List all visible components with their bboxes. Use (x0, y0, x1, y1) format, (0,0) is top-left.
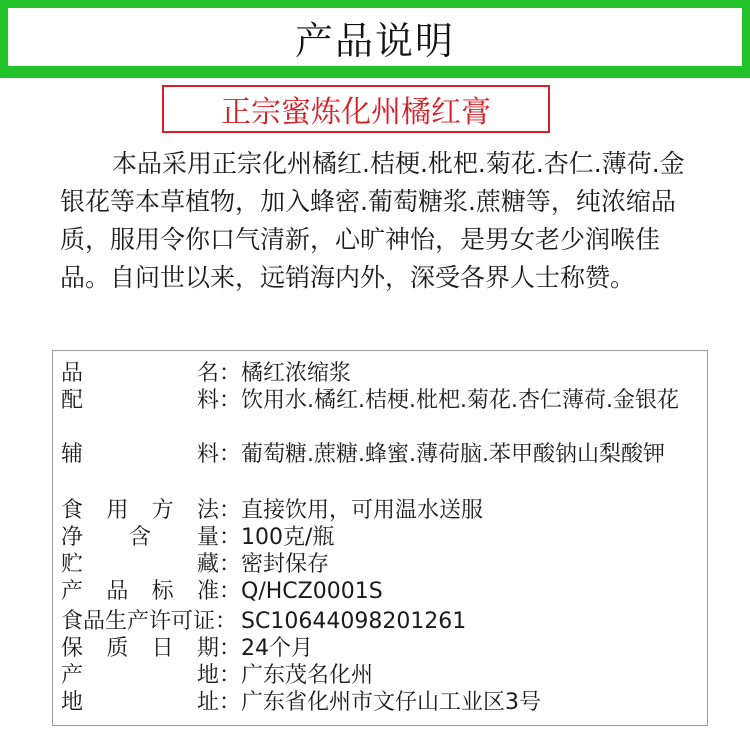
spec-label-char: 法： (196, 498, 241, 523)
spec-row-shelf-life (61, 635, 701, 662)
spec-value: 24个月 (241, 636, 313, 661)
spec-label-char: 期： (196, 636, 241, 661)
spec-row-origin (61, 662, 701, 689)
product-name-box (162, 85, 550, 133)
spec-label-char: 品 (61, 361, 84, 386)
spec-label-char: 址： (196, 690, 241, 715)
spec-label (61, 551, 241, 578)
spec-label (61, 360, 241, 387)
spec-row-standard (61, 578, 701, 605)
spec-row-name (61, 360, 701, 387)
spec-row-usage (61, 497, 701, 524)
spec-row-ingredients (61, 387, 701, 414)
spec-label-char: 配 (61, 388, 84, 413)
spec-label-char: 方 (151, 498, 174, 523)
spec-label-char: 产 (61, 663, 84, 688)
spec-value: 直接饮用，可用温水送服 (241, 498, 484, 523)
spec-row-storage (61, 551, 701, 578)
spec-label-char: 料： (196, 442, 241, 467)
spec-label-char: 用 (106, 498, 129, 523)
spec-label-char: 品 (106, 579, 129, 604)
spec-row-license (61, 608, 701, 635)
spec-label (61, 497, 241, 524)
spec-label-char: 贮 (61, 552, 84, 577)
spec-value: 葡萄糖.蔗糖.蜂蜜.薄荷脑.苯甲酸钠山梨酸钾 (241, 442, 665, 467)
spec-label (61, 689, 241, 716)
spec-label-char: 藏： (196, 552, 241, 577)
spec-label (61, 608, 237, 635)
spec-label (61, 635, 241, 662)
spec-value: 饮用水.橘红.桔梗.枇杷.菊花.杏仁薄荷.金银花 (241, 388, 679, 413)
spec-label-char: 食 (61, 498, 84, 523)
spec-label-char: 保 (61, 636, 84, 661)
spec-label-char: 准： (196, 579, 241, 604)
spec-label-char: 名： (196, 361, 241, 386)
spec-label (61, 387, 241, 414)
spec-value: 广东省化州市文仔山工业区3号 (241, 690, 541, 715)
product-name: 正宗蜜炼化州橘红膏 (221, 95, 491, 130)
spec-row-auxiliary (61, 441, 701, 468)
spec-table (52, 350, 708, 726)
spec-value: 100克/瓶 (241, 525, 335, 550)
spec-label-char: 含 (128, 525, 151, 550)
spec-label-char: 地 (61, 690, 84, 715)
spec-label-char: 地： (196, 663, 241, 688)
spec-value: 橘红浓缩浆 (241, 361, 352, 386)
spec-label-char: 质 (106, 636, 129, 661)
spec-label-char: 产 (61, 579, 84, 604)
spec-label-char: 日 (151, 636, 174, 661)
spec-label-char: 量： (196, 525, 241, 550)
spec-label (61, 524, 241, 551)
spec-label-char: 净 (61, 525, 84, 550)
spec-value: 广东茂名化州 (241, 663, 374, 688)
spec-label (61, 441, 241, 468)
spec-value: SC10644098201261 (241, 609, 467, 634)
spec-label (61, 578, 241, 605)
spec-label-char: 料： (196, 388, 241, 413)
spec-row-address (61, 689, 701, 716)
page-title: 产品说明 (294, 18, 455, 63)
spec-label (61, 662, 241, 689)
spec-value: 密封保存 (241, 552, 330, 577)
header-title-box (8, 8, 742, 66)
spec-value: Q/HCZ0001S (241, 579, 383, 604)
header-band (0, 0, 750, 78)
spec-label-char: 辅 (61, 442, 84, 467)
spec-label-char: 标 (151, 579, 174, 604)
spec-row-net-content (61, 524, 701, 551)
spec-label-text: 食品生产许可证： (61, 609, 238, 634)
product-description: 本品采用正宗化州橘红.桔梗.枇杷.菊花.杏仁.薄荷.金银花等本草植物，加入蜂密.葡萄糖浆.蔗糖等，纯浓缩品质，服用令你口气清新，心旷神怡，是男女老少润喉佳品。自问世以来，远销海内外，深受各界人士称赞。 (60, 149, 685, 292)
